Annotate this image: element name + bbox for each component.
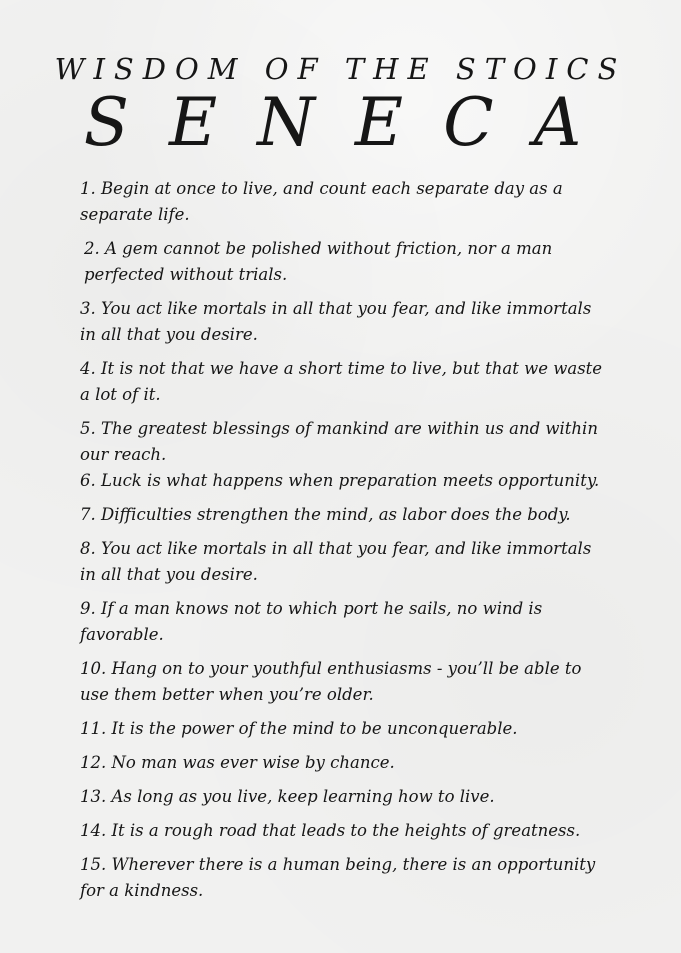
quote-item-4: 4. It is not that we have a short time to live, but that we waste a lot of it.	[80, 359, 603, 404]
poster-subtitle: WISDOM OF THE STOICS	[54, 52, 627, 86]
quote-item-6: 6. Luck is what happens when preparation meets opportunity.	[80, 471, 600, 490]
quote-item-1: 1. Begin at once to live, and count each separate day as a separate life.	[80, 179, 563, 224]
quote-item-2: 2. A gem cannot be polished without friction, nor a man perfected without trials.	[84, 239, 553, 284]
quote-item-15: 15. Wherever there is a human being, there is an opportunity for a kindness.	[80, 855, 596, 900]
quote-item-7: 7. Difficulties strengthen the mind, as labor does the body.	[80, 505, 571, 524]
quote-item-10: 10. Hang on to your youthful enthusiasms - you’ll be able to use them better when you’re older.	[80, 659, 582, 704]
quote-item-3: 3. You act like mortals in all that you fear, and like immortals in all that you desire.	[80, 299, 592, 344]
quote-item-12: 12. No man was ever wise by chance.	[80, 753, 395, 772]
quote-list	[80, 176, 608, 912]
poster-title: SENECA	[83, 84, 622, 161]
quote-item-5: 5. The greatest blessings of mankind are within us and within our reach.	[80, 419, 598, 464]
quote-item-11: 11. It is the power of the mind to be unconquerable.	[80, 719, 518, 738]
quote-item-13: 13. As long as you live, keep learning how to live.	[80, 787, 495, 806]
quote-item-8: 8. You act like mortals in all that you fear, and like immortals in all that you desire.	[80, 539, 592, 584]
quote-item-14: 14. It is a rough road that leads to the heights of greatness.	[80, 821, 581, 840]
quote-item-9: 9. If a man knows not to which port he sails, no wind is favorable.	[80, 599, 543, 644]
